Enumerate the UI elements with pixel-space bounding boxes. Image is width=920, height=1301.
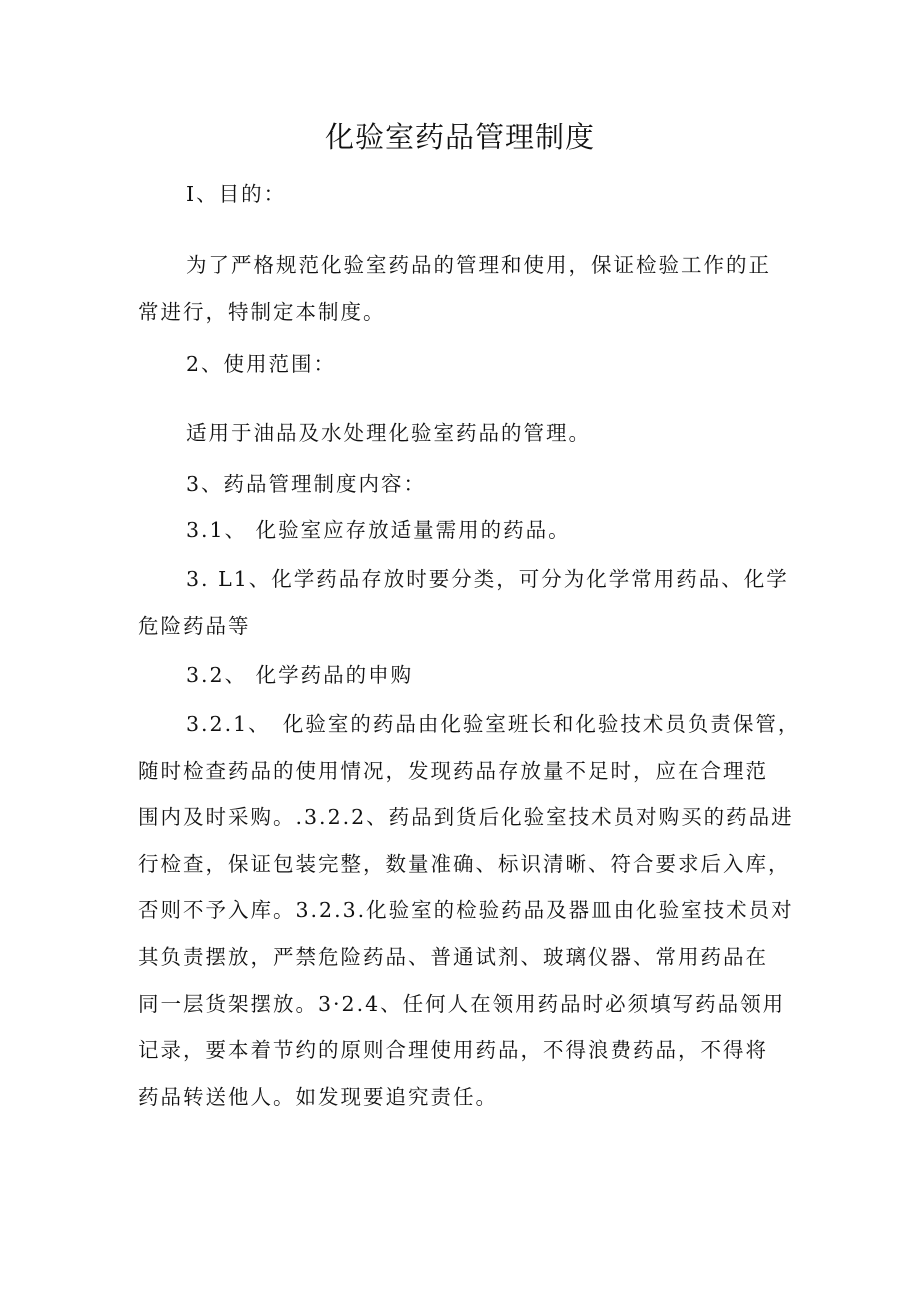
paragraph-line: 3.2.1、 化验室的药品由化验室班长和化验技术员负责保管，	[186, 712, 801, 736]
paragraph-line: 其负责摆放，严禁危险药品、普通试剂、玻璃仪器、常用药品在	[138, 944, 768, 969]
paragraph-line: 危险药品等	[138, 613, 251, 638]
item-3-2-1-paragraph	[138, 701, 801, 1120]
paragraph-line: 随时检查药品的使用情况，发现药品存放量不足时，应在合理范	[138, 758, 768, 783]
paragraph-line: 3. L1、化学药品存放时要分类，可分为化学常用药品、化学	[186, 567, 789, 591]
content-heading: 3、药品管理制度内容：	[186, 472, 427, 496]
purpose-heading: I、目的：	[186, 182, 287, 206]
paragraph-line: 围内及时采购。.3.2.2、药品到货后化验室技术员对购买的药品进	[138, 805, 794, 830]
item-3-1: 3.1、 化验室应存放适量需用的药品。	[186, 518, 571, 542]
paragraph-line: 同一层货架摆放。3·2.4、任何人在领用药品时必须填写药品领用	[138, 991, 786, 1016]
document-title: 化验室药品管理制度	[324, 120, 595, 154]
item-3-2: 3.2、 化学药品的申购	[186, 663, 414, 687]
scope-heading: 2、使用范围：	[186, 352, 337, 376]
scope-text: 适用于油品及水处理化验室药品的管理。	[186, 421, 591, 445]
paragraph-line: 否则不予入库。3.2.3.化验室的检验药品及器皿由化验室技术员对	[138, 898, 794, 923]
paragraph-line: 常进行，特制定本制度。	[138, 299, 386, 324]
purpose-paragraph	[138, 242, 798, 335]
paragraph-line: 为了严格规范化验室药品的管理和使用，保证检验工作的正	[186, 253, 771, 277]
paragraph-line: 行检查，保证包装完整，数量准确、标识清晰、符合要求后入库，	[138, 851, 791, 876]
item-3-l1-paragraph	[138, 556, 798, 649]
paragraph-line: 药品转送他人。如发现要追究责任。	[138, 1084, 498, 1109]
paragraph-line: 记录，要本着节约的原则合理使用药品，不得浪费药品，不得将	[138, 1038, 768, 1063]
